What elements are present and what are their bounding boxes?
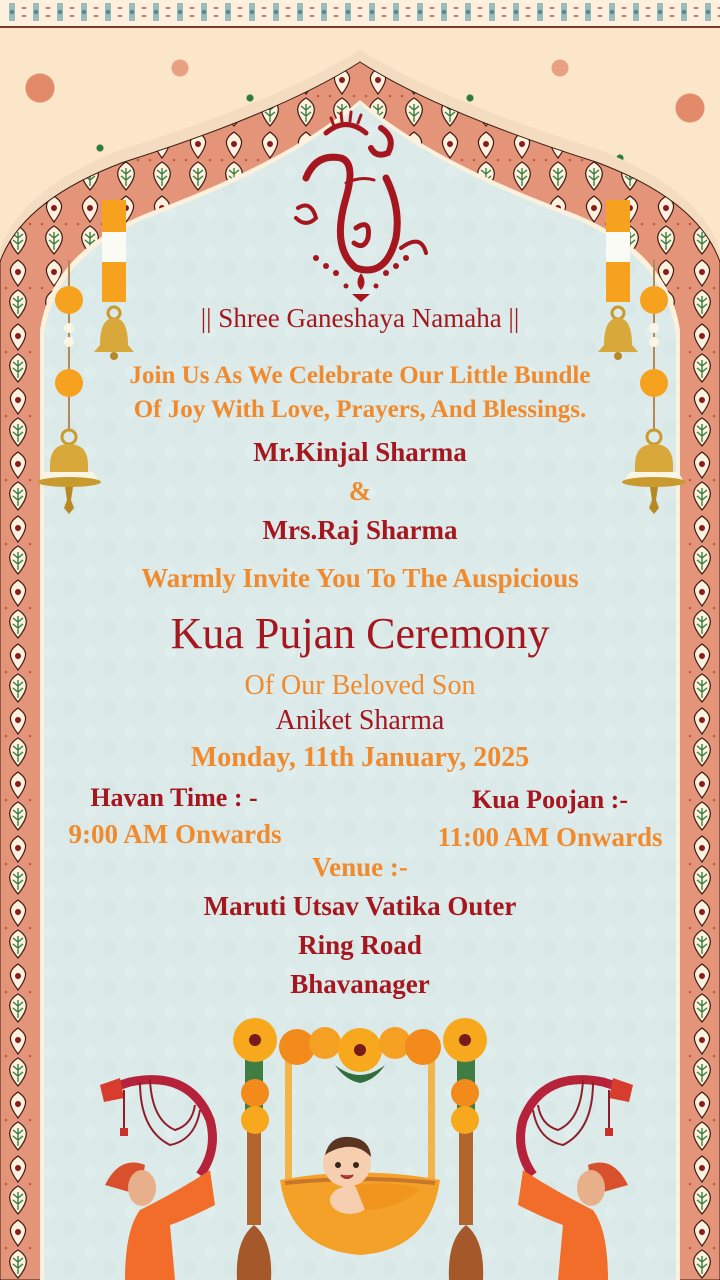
venue-line-3: Bhavanager xyxy=(290,969,430,999)
host-2-name: Mrs.Raj Sharma xyxy=(262,515,458,545)
event-date: Monday, 11th January, 2025 xyxy=(190,742,530,773)
ampersand: & xyxy=(348,476,372,506)
host-1-name: Mr.Kinjal Sharma xyxy=(253,437,467,467)
baby-cradle-illustration xyxy=(225,1015,495,1280)
venue-line-2: Ring Road xyxy=(298,930,422,960)
child-relation: Of Our Beloved Son xyxy=(244,670,476,701)
invocation: || Shree Ganeshaya Namaha || xyxy=(200,303,520,333)
right-tutari-player-illustration xyxy=(508,1070,633,1280)
venue-line-1: Maruti Utsav Vatika Outer xyxy=(203,891,517,921)
invite-line: Warmly Invite You To The Auspicious xyxy=(141,563,579,593)
intro-line-1: Join Us As We Celebrate Our Little Bundle xyxy=(129,362,591,389)
intro-line-2: Of Joy With Love, Prayers, And Blessings. xyxy=(133,396,587,423)
child-name: Aniket Sharma xyxy=(275,705,445,736)
left-tutari-player-illustration xyxy=(100,1070,220,1280)
havan-time-label: Havan Time : - xyxy=(90,783,258,812)
kua-poojan-value: 11:00 AM Onwards xyxy=(437,822,663,852)
havan-time-value: 9:00 AM Onwards xyxy=(68,819,282,849)
kua-poojan-label: Kua Poojan :- xyxy=(472,785,628,814)
venue-label: Venue :- xyxy=(312,852,408,882)
event-title: Kua Pujan Ceremony xyxy=(170,609,550,658)
